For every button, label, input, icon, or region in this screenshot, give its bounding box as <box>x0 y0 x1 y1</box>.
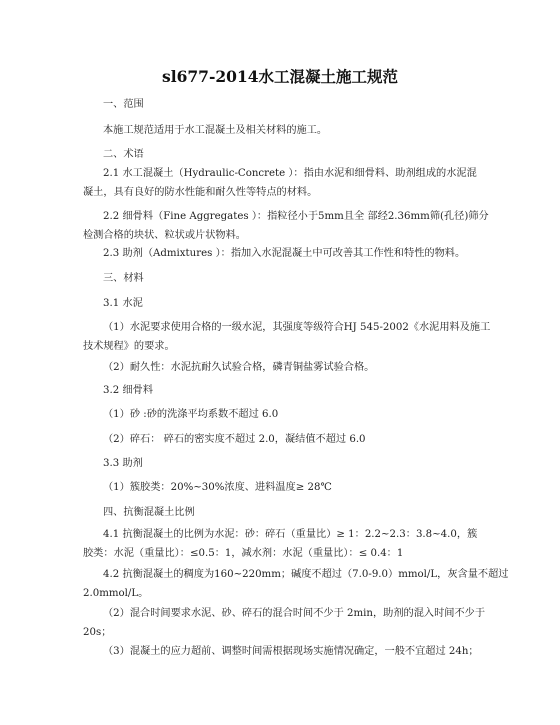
section-3-heading: 三、材料 <box>103 273 144 284</box>
ratio-item-2-paragraph <box>83 604 486 642</box>
material-3-2-item-1: （1）砂 :砂的洗涤平均系数不超过 6.0 <box>103 409 279 420</box>
material-3-1-heading: 3.1 水泥 <box>103 298 143 309</box>
term-2-3: 2.3 助剂（Admixtures ）：指加入水泥混凝土中可改善其工作性和特性的物料。 <box>103 248 466 259</box>
ratio-4-1-paragraph <box>83 525 478 563</box>
section-1-heading: 一、范围 <box>103 99 144 110</box>
document-title: sl677-2014水工混凝土施工规范 <box>161 67 399 86</box>
section-2-heading: 二、术语 <box>103 149 144 160</box>
ratio-item-2-line-1: （2）混合时间要求水泥、砂、碎石的混合时间不少于 2min，助剂的混入时间不少于 <box>103 608 486 619</box>
material-3-3-item-1: （1）簇胶类：20%~30%浓度、进料温度≥ 28℃ <box>103 482 332 493</box>
term-2-2-line-2: 检测合格的块状、粒状或片状物料。 <box>83 230 246 241</box>
ratio-item-2-line-2: 20s； <box>83 627 112 638</box>
term-2-1-line-1: 2.1 水工混凝土（Hydraulic-Concrete ）：指由水泥和细骨料、助剂组成的水泥混 <box>103 168 477 179</box>
material-3-1-item-1 <box>83 318 491 356</box>
ratio-4-2-line-2: 2.0mmol/L。 <box>83 588 149 599</box>
section-1-text: 本施工规范适用于水工混凝土及相关材料的施工。 <box>103 125 328 136</box>
material-3-2-heading: 3.2 细骨料 <box>103 385 154 396</box>
term-2-2-line-1: 2.2 细骨料（Fine Aggregates ）：指粒径小于5mm且全 部经2.36mm筛(孔径)筛分 <box>103 211 489 222</box>
ratio-item-3: （3）混凝土的应力超前、调整时间需根据现场实施情况确定，一般不宜超过 24h； <box>103 646 479 657</box>
ratio-4-1-line-1: 4.1 抗衡混凝土的比例为水泥：砂：碎石（重量比）≥ 1：2.2~2.3：3.8~4.0，簇 <box>103 529 478 540</box>
material-3-1-item-2: （2）耐久性：水泥抗耐久试验合格，磷青铜盐雾试验合格。 <box>103 362 375 373</box>
term-2-2-paragraph <box>83 207 489 245</box>
term-2-1-line-2: 凝土，具有良好的防水性能和耐久性等特点的材料。 <box>83 187 318 198</box>
material-3-3-heading: 3.3 助剂 <box>103 458 143 469</box>
material-3-1-item-1-line-2: 技术规程》的要求。 <box>83 341 175 352</box>
ratio-4-2-paragraph <box>83 565 509 603</box>
material-3-1-item-1-line-1: （1）水泥要求使用合格的一级水泥，其强度等级符合HJ 545-2002《水泥用料及施工 <box>103 322 491 333</box>
ratio-4-2-line-1: 4.2 抗衡混凝土的稠度为160~220mm；碱度不超过（7.0-9.0）mmol/L，灰含量不超过 <box>103 569 509 580</box>
ratio-4-1-line-2: 胶类：水泥（重量比）：≤0.5：1，减水剂：水泥（重量比）：≤ 0.4：1 <box>83 548 404 559</box>
material-3-2-item-2: （2）碎石： 碎石的密实度不超过 2.0，凝结值不超过 6.0 <box>103 434 366 445</box>
term-2-1-paragraph <box>83 164 477 202</box>
section-4-heading: 四、抗衡混凝土比例 <box>103 507 195 518</box>
